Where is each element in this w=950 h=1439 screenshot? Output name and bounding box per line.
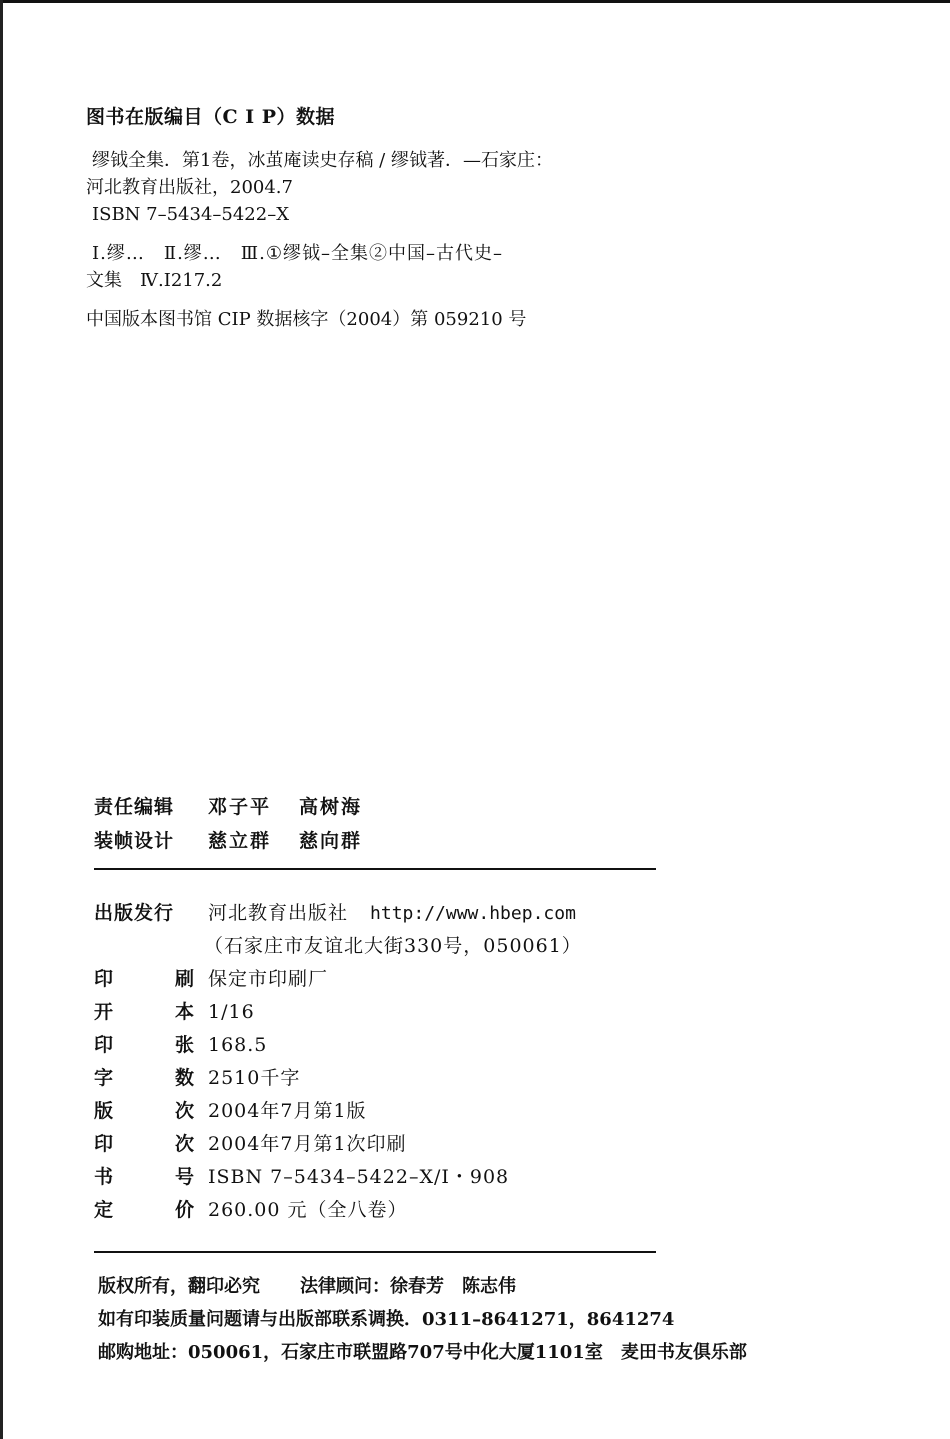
cip-publisher-line: 河北教育出版社，2004.7 [86,177,293,198]
detail-row [94,963,854,996]
credit-row-editor [94,790,694,824]
detail-value: 保定市印刷厂 [208,968,329,990]
credit-name: 慈立群 [208,830,272,852]
detail-value: 2004年7月第1版 [208,1100,367,1122]
cip-heading: 图书在版编目（C I P）数据 [86,106,336,128]
detail-value: 2004年7月第1次印刷 [208,1133,407,1155]
detail-label: 版 次 [94,1100,194,1122]
cip-verification-number: 中国版本图书馆 CIP 数据核字（2004）第 059210 号 [86,309,527,330]
detail-value: ISBN 7–5434–5422–X/I・908 [208,1166,510,1188]
detail-label: 印 张 [94,1034,194,1056]
detail-value: 1/16 [208,1001,255,1023]
credit-label: 责任编辑 [94,796,175,818]
detail-label: 开 本 [94,1001,194,1023]
quality-contact: 如有印装质量问题请与出版部联系调换．0311–8641271，8641274 [98,1309,675,1330]
cip-isbn-line: ISBN 7–5434–5422–X [92,204,290,225]
legal-counsel: 法律顾问：徐春芳 陈志伟 [300,1276,516,1297]
credit-name: 高树海 [299,796,363,818]
footer-notes [98,1270,898,1369]
publisher-address: （石家庄市友谊北大街330号，050061） [204,935,582,957]
mail-order-address: 邮购地址：050061，石家庄市联盟路707号中化大厦1101室 麦田书友俱乐部 [98,1342,747,1363]
page-top-border [0,0,950,3]
detail-label: 字 数 [94,1067,194,1089]
divider-line [94,1251,656,1253]
credit-label: 装帧设计 [94,830,175,852]
detail-label: 印 次 [94,1133,194,1155]
detail-row [94,1194,854,1227]
divider-line [94,868,656,870]
detail-row [94,1029,854,1062]
credit-name: 慈向群 [299,830,363,852]
detail-row [94,1128,854,1161]
detail-value: 168.5 [208,1034,268,1056]
page-left-border [0,0,3,1439]
detail-label: 定 价 [94,1199,194,1221]
detail-row [94,1062,854,1095]
detail-value: 260.00 元（全八卷） [208,1199,408,1221]
detail-row [94,1161,854,1194]
publisher-label: 出版发行 [94,902,175,924]
cip-title-line: 缪钺全集．第1卷，冰茧庵读史存稿 / 缪钺著．—石家庄： [92,150,553,171]
credit-name: 邓子平 [208,796,272,818]
credit-row-design [94,824,694,858]
publisher-name: 河北教育出版社 [208,902,349,924]
detail-value: 2510千字 [208,1067,301,1089]
cip-classification-line: Ⅰ.缪… Ⅱ.缪… Ⅲ.①缪钺–全集②中国–古代史– [92,243,504,264]
detail-row [94,1095,854,1128]
copyright-notice: 版权所有，翻印必究 [98,1276,260,1297]
publisher-url: http://www.hbep.com [370,903,576,924]
detail-label: 书 号 [94,1166,194,1188]
cip-classification-line-2: 文集 Ⅳ.I217.2 [86,270,223,291]
detail-row [94,996,854,1029]
publication-details [94,897,854,1227]
cip-data-block [86,102,886,333]
credits-block [94,790,694,858]
detail-label: 印 刷 [94,968,194,990]
publisher-row [94,897,854,930]
rights-line [98,1270,898,1303]
